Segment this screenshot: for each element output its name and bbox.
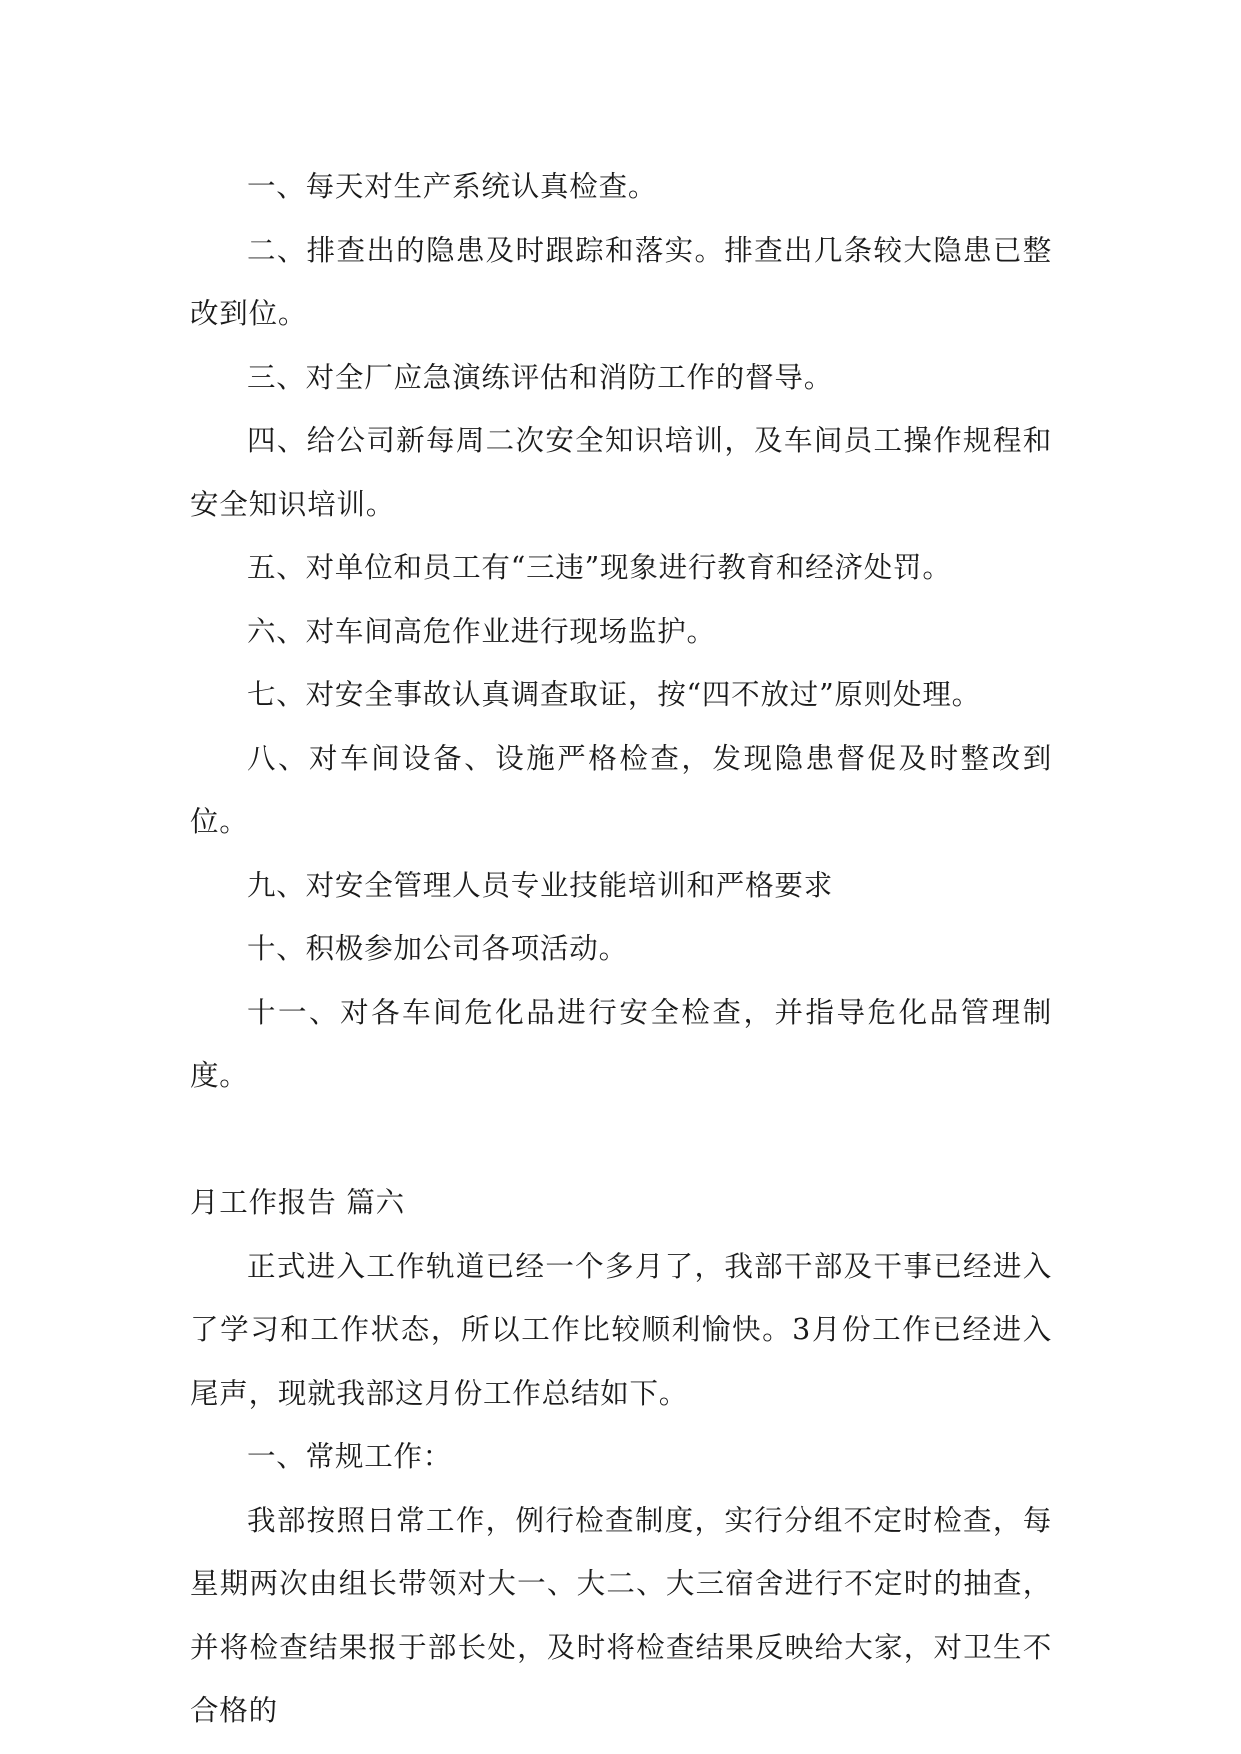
document-body bbox=[190, 155, 1052, 1743]
list-item: 九、对安全管理人员专业技能培训和严格要求 bbox=[247, 868, 834, 902]
body-paragraph: 我部按照日常工作，例行检查制度，实行分组不定时检查，每星期两次由组长带领对大一、大二、大三宿舍进行不定时的抽查，并将检查结果报于部长处，及时将检查结果反映给大家，对卫生不合格的 bbox=[190, 1503, 1052, 1727]
list-item: 六、对车间高危作业进行现场监护。 bbox=[247, 614, 716, 648]
list-item: 四、给公司新每周二次安全知识培训，及车间员工操作规程和安全知识培训。 bbox=[190, 424, 1052, 521]
list-item: 五、对单位和员工有“三违”现象进行教育和经济处罚。 bbox=[247, 551, 952, 584]
intro-paragraph: 正式进入工作轨道已经一个多月了，我部干部及干事已经进入了学习和工作状态，所以工作比较顺利愉快。3月份工作已经进入尾声，现就我部这月份工作总结如下。 bbox=[190, 1249, 1052, 1410]
section-title: 月工作报告 篇六 bbox=[190, 1186, 405, 1219]
list-item: 八、对车间设备、设施严格检查，发现隐患督促及时整改到位。 bbox=[190, 741, 1052, 838]
section-spacer bbox=[190, 1108, 1052, 1172]
subheading: 一、常规工作： bbox=[247, 1440, 453, 1473]
list-item: 一、每天对生产系统认真检查。 bbox=[247, 170, 658, 203]
list-item: 十一、对各车间危化品进行安全检查，并指导危化品管理制度。 bbox=[190, 995, 1052, 1092]
list-item: 七、对安全事故认真调查取证，按“四不放过”原则处理。 bbox=[247, 678, 981, 711]
list-item: 十、积极参加公司各项活动。 bbox=[247, 932, 628, 965]
list-item: 三、对全厂应急演练评估和消防工作的督导。 bbox=[247, 360, 834, 394]
list-item: 二、排查出的隐患及时跟踪和落实。排查出几条较大隐患已整改到位。 bbox=[190, 233, 1052, 330]
